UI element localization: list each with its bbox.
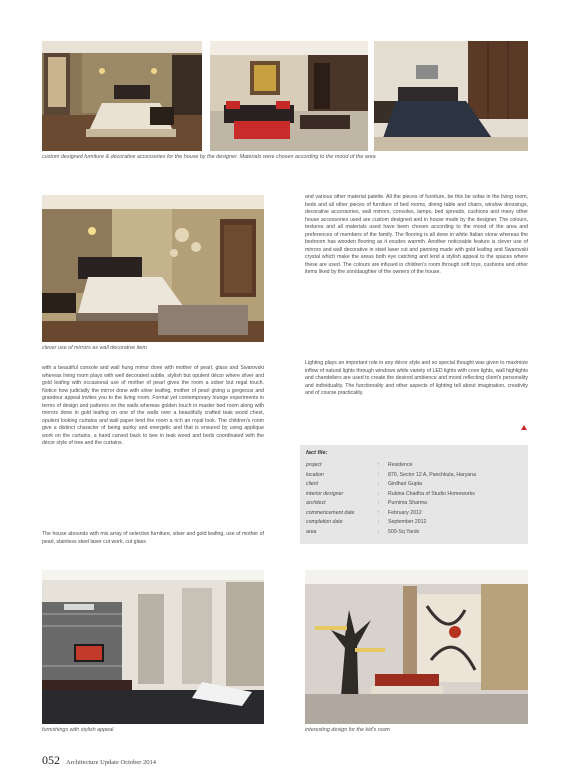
right-column-paragraph-1: and various other material palette. All the pieces of furniture, be this be sofas in the living room, beds and all other pieces of furniture of bed rooms, dining table and chairs, window dressings, decorative accessories, wall mirrors, consoles, lamps, bed spreads, cushions and many other house accessories used are custom designed and in house made by the designer. The colours, textures and all materials used have been chosen according to the mood of the area and preferences of members of the family. The flooring is all done in white Italian stone whereas the bedroom has wooden flooring as it exudes warmth. Another noticeable feature is clever use of mirrors and wall decorative in steel laser cut and panning made with gold leafing and Swarovski crystal which make the areas both eye catching and lend a stylish appeal to the spaces where these are used. The colours are infused in children's room through soft toys, cushions and other items liked by the son/daughter of the owners of the house. [305, 194, 528, 276]
fact-value: 870, Sector 12 A, Panchkula, Haryana [388, 471, 476, 478]
kids-room-caption: interesting design for the kid's room [305, 727, 390, 733]
fact-value: Purnima Sharma [388, 500, 427, 506]
fact-label: interior designer [306, 490, 344, 497]
fact-separator: : [378, 519, 380, 525]
fact-value: Residence [388, 462, 413, 468]
fact-file-box [300, 445, 528, 544]
right-column-paragraph-2: Lighting plays an important role in any décor style and so special thought was given to maximize inflow of natural lights through windows while variety of LED lights with cove lights, wall highlights and chandeliers are used to create the desired ambience and mood reflecting client's personality and individuality. The functionality and other aspects of lighting tell about imagination, creativity and of course practicality. [305, 360, 528, 397]
fact-value: 500-Sq Yards [388, 528, 420, 535]
mirror-bedroom-photo [42, 195, 264, 342]
top-caption: custom designed furniture & decorative accessories for the house by the designer. Materials were chosen according to the mood of the area [42, 154, 376, 160]
fact-label: commencement date [306, 509, 355, 516]
fact-separator: : [378, 509, 380, 516]
fact-label: project [306, 462, 322, 468]
kids-room-photo [305, 570, 528, 724]
fact-separator: : [378, 490, 380, 497]
fact-label: completion date [306, 519, 343, 525]
page-footer [42, 751, 156, 769]
magazine-issue: Architecture Update October 2014 [66, 759, 157, 766]
fact-value: September 2012 [388, 519, 427, 525]
page-number: 052 [42, 753, 60, 767]
living-room-photo [210, 41, 368, 151]
furnishings-caption: furnishings with stylish appeal [42, 727, 114, 733]
left-column-paragraph-2: The house abounds with mis array of selective furniture, silver and gold leafing, use of mother of pearl, stainless steel laser cut work, cut glass [42, 531, 264, 545]
fact-value: Rubina Chadha of Studio Homeworks [388, 490, 475, 497]
end-of-article-marker [521, 425, 527, 430]
fact-label: location [306, 471, 324, 478]
mirrors-caption: clever use of mirrors as wall decorative item [42, 345, 147, 351]
fact-separator: : [378, 528, 380, 535]
furnishings-photo [42, 570, 264, 724]
left-column-paragraph-1: with a beautiful console and wall hung mirror done with mother of pearl, glass and Swarovski whereas living room plays with well decorated subtle, stylish but opulent décor where silver and gold leafing with occasional use of mother of pearl gives the room a sober but regal touch. Notice how judicially the mirror done with silver leafing, mother of pearl giving a gorgeous and grandeur appeal invites you to the living room. Formal yet contemporary lounge experiments in terms of design and patterns on the walls whereas golden touch in master bed room along with mirrors done in gold leafing on one of the walls over a beautifully crafted teak wood chest, opulent looking curtains and wall paper lend the room a rich an royal look. The children's room give a distinct character of being quirky and energetic and that is ensured by using applique work on the curtains, a hand carved back to bee in teak wood and beds coordinated with the décor style of tree and the curtains. [42, 365, 264, 447]
bedroom-photo-1 [42, 41, 202, 151]
fact-separator: : [378, 462, 380, 468]
fact-separator: : [378, 471, 380, 478]
fact-value: Girdhari Gupta [388, 481, 423, 487]
bedroom-photo-2 [374, 41, 528, 151]
fact-value: February 2012 [388, 509, 422, 516]
fact-label: client [306, 481, 319, 487]
fact-label: area [306, 528, 317, 535]
fact-file-title: fact file: [306, 450, 328, 456]
fact-separator: : [378, 500, 380, 506]
fact-label: architect [306, 500, 326, 506]
fact-separator: : [378, 481, 380, 487]
